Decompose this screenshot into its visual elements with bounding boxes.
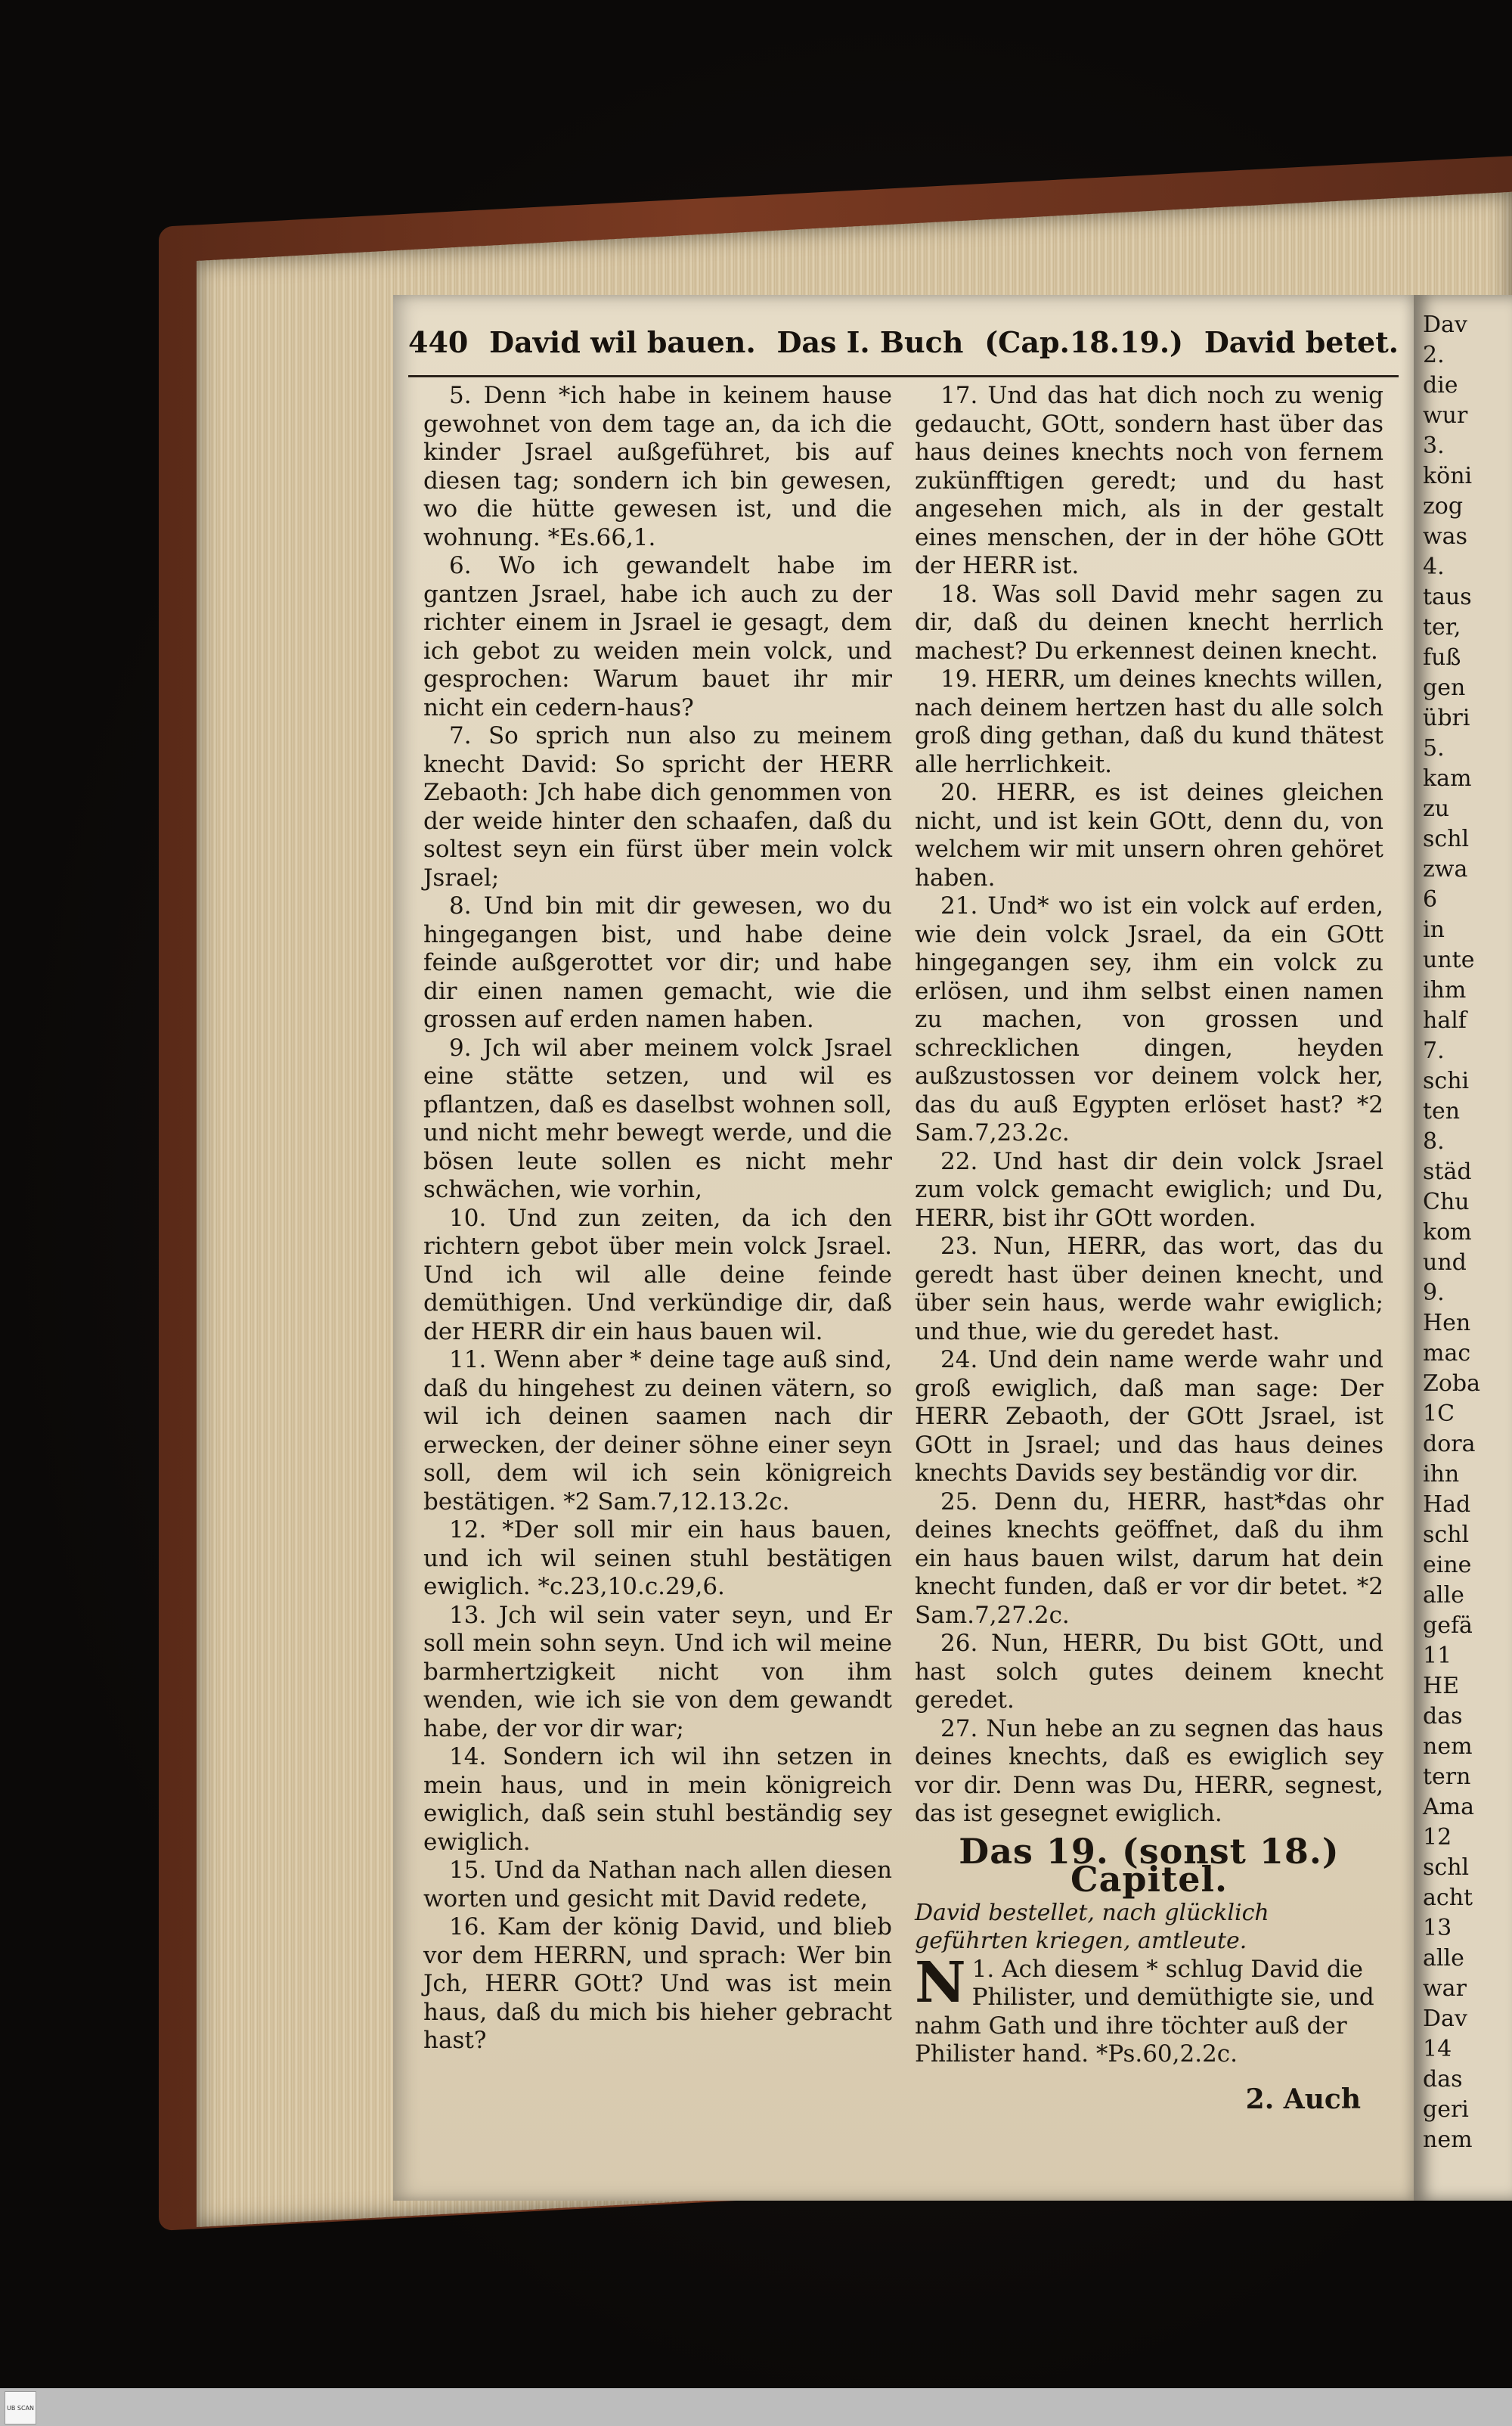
- right-running-head: David betet.: [1204, 325, 1399, 359]
- verse: 10. Und zun zeiten, da ich den richtern gebot über mein volck Jsrael. Und ich wil alle deine feinde demüthigen. Und verkündige dir, daß der HERR dir ein haus bauen wil.: [423, 1204, 892, 1345]
- verse: 19. HERR, um deines knechts willen, nach deinem hertzen hast du alle solch groß ding gethan, daß du kund thätest alle herrlichkeit.: [915, 665, 1383, 778]
- verse: 12. *Der soll mir ein haus bauen, und ich wil seinen stuhl bestätigen ewiglich. *c.23,10.c.29,6.: [423, 1516, 892, 1600]
- verse: 9. Jch wil aber meinem volck Jsrael eine stätte setzen, und wil es pflantzen, daß es daselbst wohnen soll, und nicht mehr bewegt werde, und die bösen leute sollen es nicht mehr schwächen, wie vorhin,: [423, 1034, 892, 1203]
- verse: 14. Sondern ich wil ihn setzen in mein haus, und in mein königreich ewiglich, daß sein stuhl beständig sey ewiglich.: [423, 1743, 892, 1856]
- drop-cap: N: [915, 1950, 966, 2015]
- chapter-title: Das 19. (sonst 18.) Capitel.: [959, 1830, 1340, 1900]
- verse: 8. Und bin mit dir gewesen, wo du hingegangen bist, und habe deine feinde außgerottet vor dir; und habe dir einen namen gemacht, wie die grossen auf erden namen haben.: [423, 892, 892, 1033]
- catchword: 2. Auch: [1245, 2083, 1361, 2115]
- facing-page-text: Dav 2. die wur 3. köni zog was 4. taus ter, fuß gen übri 5. kam zu schl zwa 6 in unte ihm half 7. schi ten 8. städ Chu kom und 9. Hen mac Zoba 1C dora ihn Had schl eine alle gefä 11 HE das nem tern Ama 12 schl acht 13 alle war Dav 14 das geri nem: [1423, 312, 1480, 2153]
- verse: 5. Denn *ich habe in keinem hause gewohnet von dem tage an, da ich die kinder Jsrael außgeführet, bis auf diesen tag; sondern ich bin gewesen, wo die hütte gewesen ist, und die wohnung. *Es.66,1.: [423, 382, 892, 551]
- verse: 27. Nun hebe an zu segnen das haus deines knechts, daß es ewiglich sey vor dir. Denn was Du, HERR, segnest, das ist gesegnet ewiglich.: [915, 1714, 1383, 1827]
- verse: 11. Wenn aber * deine tage auß sind, daß du hingehest zu deinen vätern, so wil ich deinen saamen nach dir erwecken, der deiner söhne einer seyn soll, dem wil ich sein königreich bestätigen. *2 Sam.7,12.13.2c.: [423, 1346, 892, 1515]
- verse: 16. Kam der könig David, und blieb vor dem HERRN, und sprach: Wer bin Jch, HERR GOtt? Und was ist mein haus, daß du mich bis hieher gebracht hast?: [423, 1913, 892, 2054]
- chapter-first-verse: [915, 1950, 1383, 2069]
- left-running-head: David wil bauen.: [489, 325, 756, 359]
- verse: 17. Und das hat dich noch zu wenig gedaucht, GOtt, sondern hast über das haus deines knechts noch von fernem zukünfftigen geredt; und du hast angesehen mich, als in der gestalt eines menschen, der in der höhe GOtt der HERR ist.: [915, 382, 1383, 579]
- verse-text: 1. Ach diesem * schlug David die Philister, und demüthigte sie, und nahm Gath und ihre töchter auß der Philister hand. *Ps.60,2.2c.: [915, 1955, 1374, 2068]
- viewer-footer-bar: [0, 2388, 1512, 2426]
- verse: 20. HERR, es ist deines gleichen nicht, und ist kein GOtt, denn du, von welchem wir mit unsern ohren gehöret haben.: [915, 779, 1383, 892]
- verse: 23. Nun, HERR, das wort, das du geredt hast über deinen knecht, und über sein haus, werde wahr ewiglich; und thue, wie du geredet hast.: [915, 1233, 1383, 1345]
- book-title: Das I. Buch: [776, 325, 964, 359]
- verse: 6. Wo ich gewandelt habe im gantzen Jsrael, habe ich auch zu der richter einem in Jsrael ie gesagt, dem ich gebot zu weiden mein volck, und gesprochen: Warum bauet ihr mir nicht ein cedern-haus?: [423, 552, 892, 721]
- page-number: 440: [408, 325, 469, 359]
- verse: 21. Und* wo ist ein volck auf erden, wie dein volck Jsrael, da ein GOtt hingegangen sey, ihm ein volck zu erlösen, und ihm selbst einen namen zu machen, von grossen und schrecklichen dingen, heyden außzustossen vor deinem volck her, das du auß Egypten erlöset hast? *2 Sam.7,23.2c.: [915, 892, 1383, 1146]
- verse: 25. Denn du, HERR, hast*das ohr deines knechts geöffnet, daß du ihm ein haus bauen wilst, darum hat dein knecht funden, daß er vor dir betet. *2 Sam.7,27.2c.: [915, 1488, 1383, 1629]
- verse: 15. Und da Nathan nach allen diesen worten und gesicht mit David redete,: [423, 1857, 892, 1913]
- running-header: [408, 325, 1399, 377]
- right-column: [915, 382, 1383, 2121]
- verse: 18. Was soll David mehr sagen zu dir, daß du deinen knecht herrlich machest? Du erkennest deinen knecht.: [915, 580, 1383, 665]
- verse: 22. Und hast dir dein volck Jsrael zum volck gemacht ewiglich; und Du, HERR, bist ihr GOtt worden.: [915, 1147, 1383, 1232]
- verse: 13. Jch wil sein vater seyn, und Er soll mein sohn seyn. Und ich wil meine barmhertzigkeit nicht von ihm wenden, wie ich sie von dem gewandt habe, der vor dir war;: [423, 1601, 892, 1742]
- verse: 26. Nun, HERR, Du bist GOtt, und hast solch gutes deinem knecht geredet.: [915, 1630, 1383, 1714]
- verse: 7. So sprich nun also zu meinem knecht David: So spricht der HERR Zebaoth: Jch habe dich genommen von der weide hinter den schaafen, daß du soltest seyn ein fürst über mein volck Jsrael;: [423, 722, 892, 892]
- chapter-summary: David bestellet, nach glücklich geführten kriegen, amtleute.: [915, 1899, 1269, 1954]
- verse: 24. Und dein name werde wahr und groß ewiglich, daß man sage: Der HERR Zebaoth, der GOtt Jsrael, ist GOtt in Jsrael; und das haus deines knechts Davids sey beständig vor dir.: [915, 1346, 1383, 1487]
- chapter-range: (Cap.18.19.): [984, 325, 1184, 359]
- library-logo: UB SCAN: [5, 2391, 36, 2424]
- left-column: [423, 382, 892, 2121]
- text-columns: [423, 382, 1399, 2121]
- facing-page-edge: [1414, 295, 1512, 2201]
